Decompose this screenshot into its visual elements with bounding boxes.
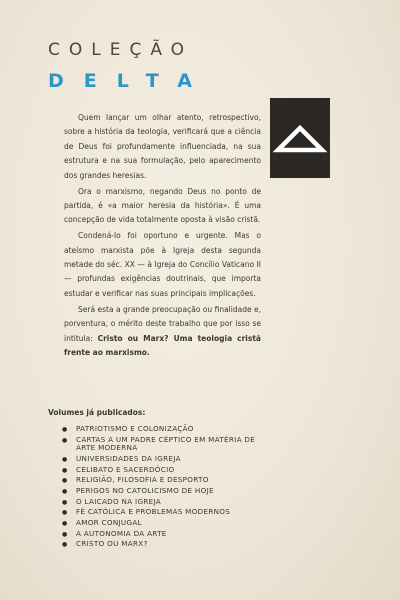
bullet-icon: ● [62,530,68,538]
bullet-icon: ● [62,509,68,517]
bullet-icon: ● [62,487,68,495]
list-item: ● RELIGIÃO, FILOSOFIA E DESPORTO [62,475,209,485]
bullet-icon: ● [62,466,68,474]
triangle-delta-icon [270,98,330,178]
series-label: COLEÇÃO [48,40,194,60]
list-item: ● UNIVERSIDADES DA IGREJA [62,453,181,463]
delta-logo [270,98,330,178]
list-item: ● CRISTO OU MARX? [62,539,148,549]
bullet-icon: ● [62,520,68,528]
list-item: ● PATRIOTISMO E COLONIZAÇÃO [62,424,194,433]
paragraph-1: Quem lançar um olhar atento, retrospectivo, sobre a história da teologia, verificará que a ciência de Deus foi profundamente influenciada, na sua estrutura e na sua formulação, pelo aparecimento dos grandes heresias. [64,113,261,180]
bullet-icon: ● [62,498,68,506]
paragraph-4: Será esta a grande preocupação ou finalidade e, porventura, o mérito deste trabalho que por isso se intitula: Cristo ou Marx? Uma teologia cristã frente ao marxismo. [64,304,261,357]
list-item: ● CARTAS A UM PADRE CÉPTICO EM MATÉRIA DE ARTE MODERNA [62,434,256,453]
list-item: ● CELIBATO E SACERDÓCIO [62,464,175,474]
list-item: ● O LAICADO NA IGREJA [62,496,161,506]
list-item: ● PERIGOS NO CATOLICISMO DE HOJE [62,485,214,495]
list-item: ● A AUTONOMIA DA ARTE [62,528,167,538]
paragraph-3: Condená-lo foi oportuno e urgente. Mas o ateísmo marxista põe à Igreja desta segunda metade do séc. XX — à Igreja do Concílio Vaticano II — profundas exigências doutrinais, que importa estudar e verificar nas suas principais implicações. [64,231,261,298]
list-item: ● AMOR CONJUGAL [62,518,142,528]
bullet-icon: ● [62,436,68,444]
bullet-icon: ● [62,477,68,485]
bullet-icon: ● [62,455,68,463]
volume-list [62,425,262,551]
list-item: ● FÉ CATÓLICA E PROBLEMAS MODERNOS [62,507,231,517]
book-title-emphasis: Cristo ou Marx? Uma teologia cristã frente ao marxismo. [64,333,261,357]
bullet-icon: ● [62,426,68,433]
bullet-icon: ● [62,541,68,549]
paragraph-2: Ora o marxismo, negando Deus no ponto de partida, é «a maior heresia da história». É uma concepção de vida totalmente oposta à visão cristã. [64,186,261,225]
series-name: DELTA [48,70,212,92]
volumes-heading: Volumes já publicados: [48,408,146,417]
description-text [64,111,261,362]
